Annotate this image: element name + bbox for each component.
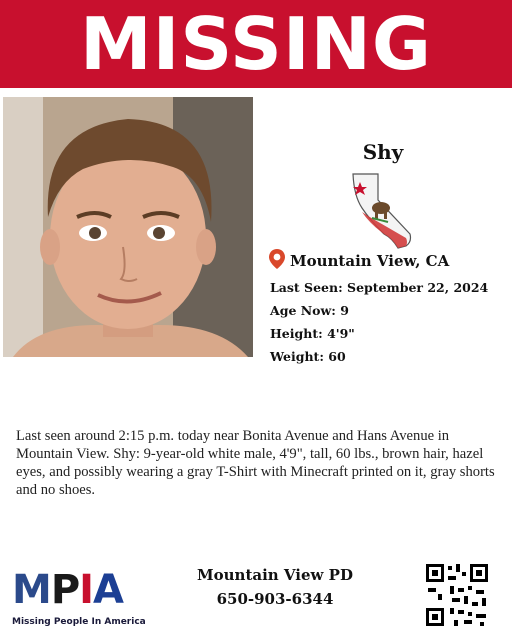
case-description: Last seen around 2:15 p.m. today near Bonita Avenue and Hans Avenue in Mountain View. Shy: 9-year-old white male, 4'9", tall, 60 lbs., brown hair, hazel eyes, and possibly wearing a gray T-Shirt with Minecraft printed on it, gray shorts and no shoes.	[16, 428, 495, 498]
mpia-logo	[10, 568, 160, 628]
logo-tagline: Missing People In America	[12, 617, 146, 627]
map-pin-icon	[268, 248, 286, 274]
age-now: Age Now: 9	[270, 303, 349, 318]
california-flag-map-icon	[348, 172, 418, 252]
missing-banner	[0, 0, 512, 88]
logo-letters: MPIA	[12, 567, 123, 613]
phone-number[interactable]: 650-903-6344	[216, 590, 334, 608]
last-seen: Last Seen: September 22, 2024	[270, 280, 489, 295]
weight: Weight: 60	[270, 349, 346, 364]
person-name: Shy	[362, 140, 404, 164]
child-photo	[3, 97, 253, 357]
agency-name: Mountain View PD	[197, 566, 353, 584]
person-details	[268, 248, 508, 372]
banner-title: MISSING	[79, 2, 433, 86]
qr-code-icon[interactable]	[424, 562, 490, 628]
location-text: Mountain View, CA	[290, 252, 450, 270]
height: Height: 4'9"	[270, 326, 355, 341]
contact-block	[170, 563, 380, 611]
location-row	[268, 248, 508, 274]
